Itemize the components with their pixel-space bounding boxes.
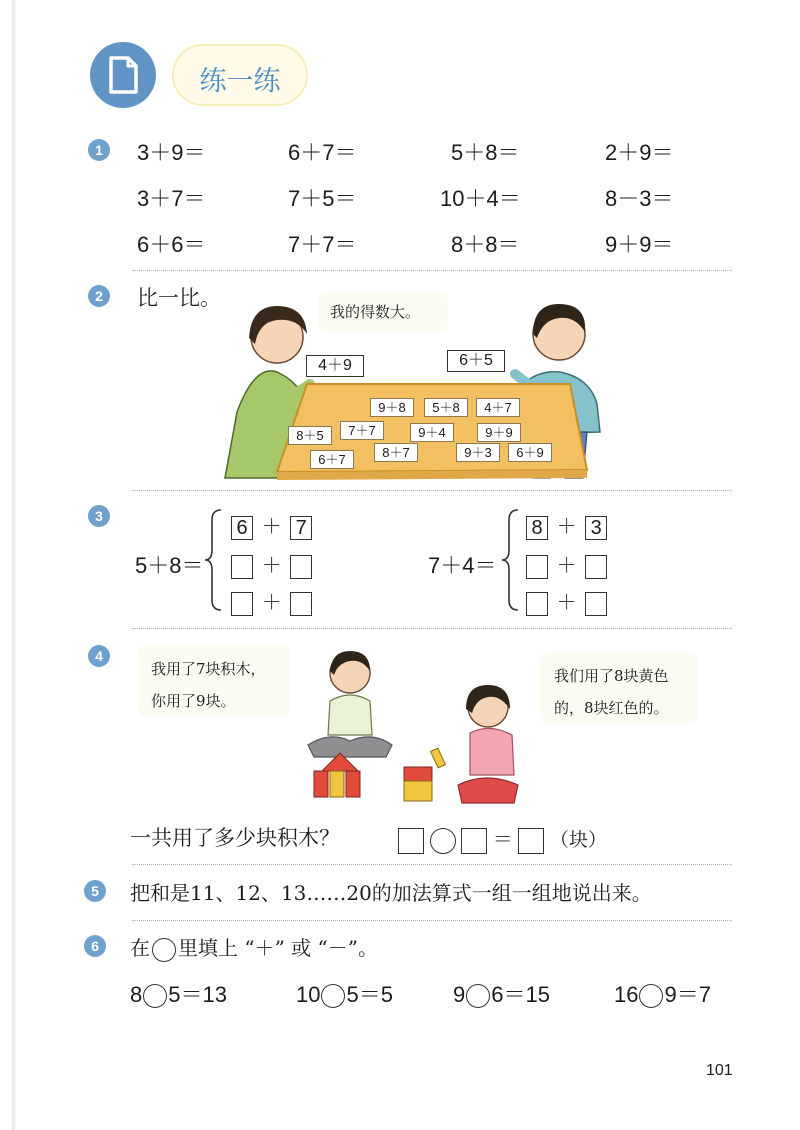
operator-circle[interactable]	[466, 984, 490, 1008]
decomposition-row	[231, 549, 312, 579]
question-text: 一共用了多少块积木？	[130, 826, 340, 850]
operator-circle-sample	[152, 938, 176, 962]
answer-box[interactable]	[398, 828, 424, 854]
answer-box[interactable]	[585, 592, 607, 616]
instruction-pre: 在	[130, 936, 150, 960]
table-card: 8＋5	[288, 426, 332, 445]
speech-text: 我的得数大。	[330, 303, 421, 321]
equation: 8＋8＝	[451, 232, 520, 257]
plus-sign: ＋	[261, 555, 282, 577]
header-icon	[90, 42, 156, 108]
boy-body	[328, 695, 372, 735]
expression-right: 7＋4＝	[428, 553, 497, 578]
decomposition-row	[231, 510, 312, 540]
answer-box[interactable]	[526, 592, 548, 616]
table-card: 9＋3	[456, 443, 500, 462]
speech-line: 我们用了8块黄色	[554, 667, 669, 685]
brace-right	[500, 508, 520, 612]
table-card: 4＋7	[476, 398, 520, 417]
operator-circle[interactable]	[639, 984, 663, 1008]
plus-sign: ＋	[556, 592, 577, 614]
section-divider	[132, 864, 732, 865]
fill-operator-item	[614, 978, 711, 1009]
operand-a: 8	[130, 982, 143, 1007]
exercise-number-3: 3	[88, 505, 110, 527]
answer-box[interactable]	[231, 592, 253, 616]
speech-bubble-left	[137, 645, 291, 717]
operand-a: 9	[453, 982, 466, 1007]
equation: 7＋5＝	[288, 186, 357, 211]
exercise-number-5: 5	[84, 880, 106, 902]
exercise-number-2: 2	[88, 285, 110, 307]
section-divider	[132, 270, 732, 271]
exercise-number-4: 4	[88, 645, 110, 667]
answer-box[interactable]: 3	[585, 516, 607, 540]
expression-left: 5＋8＝	[135, 553, 204, 578]
boy-card: 6＋5	[447, 350, 505, 372]
table-card: 8＋7	[374, 443, 418, 462]
answer-box[interactable]: 6	[231, 516, 253, 540]
answer-box[interactable]	[526, 555, 548, 579]
operand-b: 9＝7	[664, 982, 711, 1007]
operand-a: 10	[296, 982, 321, 1007]
document-icon	[90, 42, 156, 108]
equation: 9＋9＝	[605, 232, 674, 257]
answer-row	[398, 823, 607, 854]
table-card: 9＋4	[410, 423, 454, 442]
speech-bubble-right	[540, 652, 698, 724]
instruction-text: 比一比。	[137, 286, 221, 310]
equals-sign: ＝	[492, 829, 513, 851]
instruction-text	[130, 932, 378, 962]
equation: 10＋4＝	[440, 186, 521, 211]
speech-bubble	[318, 292, 448, 332]
equation: 8－3＝	[605, 186, 674, 211]
operator-circle[interactable]	[430, 828, 456, 854]
operand-b: 5＝5	[346, 982, 393, 1007]
equation: 6＋6＝	[137, 232, 206, 257]
answer-box[interactable]	[518, 828, 544, 854]
fill-operator-item	[130, 978, 227, 1009]
decomposition-row	[526, 549, 607, 579]
girl-card: 4＋9	[306, 355, 364, 377]
equation: 7＋7＝	[288, 232, 357, 257]
table-card: 6＋9	[508, 443, 552, 462]
header-title-pill	[172, 44, 308, 106]
instruction-post: 里填上 “＋” 或 “－”。	[178, 936, 378, 960]
decomposition-row	[231, 586, 312, 616]
equation: 6＋7＝	[288, 140, 357, 165]
instruction-text: 把和是11、12、13……20的加法算式一组一组地说出来。	[130, 881, 652, 905]
fill-operator-item	[453, 978, 550, 1009]
answer-box[interactable]: 7	[290, 516, 312, 540]
table-card: 5＋8	[424, 398, 468, 417]
plus-sign: ＋	[261, 592, 282, 614]
table-card: 6＋7	[310, 450, 354, 469]
operand-b: 5＝13	[168, 982, 227, 1007]
section-divider	[132, 920, 732, 921]
speech-line: 你用了9块。	[151, 692, 236, 710]
page-binding-edge	[12, 0, 16, 1130]
operator-circle[interactable]	[321, 984, 345, 1008]
section-divider	[132, 628, 732, 629]
equation: 5＋8＝	[451, 140, 520, 165]
blocks-illustration	[300, 645, 530, 810]
block-tower	[404, 767, 432, 781]
answer-box[interactable]	[290, 592, 312, 616]
speech-line: 的，8块红色的。	[554, 699, 669, 717]
equation: 3＋7＝	[137, 186, 206, 211]
exercise-number-6: 6	[84, 935, 106, 957]
speech-line: 我用了7块积木，	[151, 660, 266, 678]
operator-circle[interactable]	[143, 984, 167, 1008]
operand-b: 6＝15	[491, 982, 550, 1007]
decomposition-row	[526, 510, 607, 540]
plus-sign: ＋	[556, 555, 577, 577]
table-card: 9＋9	[477, 423, 521, 442]
equation: 2＋9＝	[605, 140, 674, 165]
answer-box[interactable]	[461, 828, 487, 854]
operand-a: 16	[614, 982, 639, 1007]
plus-sign: ＋	[556, 516, 577, 538]
answer-box[interactable]: 8	[526, 516, 548, 540]
table-card: 7＋7	[340, 421, 384, 440]
section-divider	[132, 490, 732, 491]
girl-body	[470, 728, 514, 775]
decomposition-row	[526, 586, 607, 616]
exercise-number-1: 1	[88, 139, 110, 161]
page-title: 练一练	[199, 66, 281, 97]
answer-box[interactable]	[290, 555, 312, 579]
unit-label: （块）	[549, 829, 607, 851]
plus-sign: ＋	[261, 516, 282, 538]
fill-operator-item	[296, 978, 393, 1009]
page-number: 101	[706, 1062, 733, 1079]
answer-box[interactable]	[585, 555, 607, 579]
brace-left	[203, 508, 223, 612]
answer-box[interactable]	[231, 555, 253, 579]
equation: 3＋9＝	[137, 140, 206, 165]
table-card: 9＋8	[370, 398, 414, 417]
